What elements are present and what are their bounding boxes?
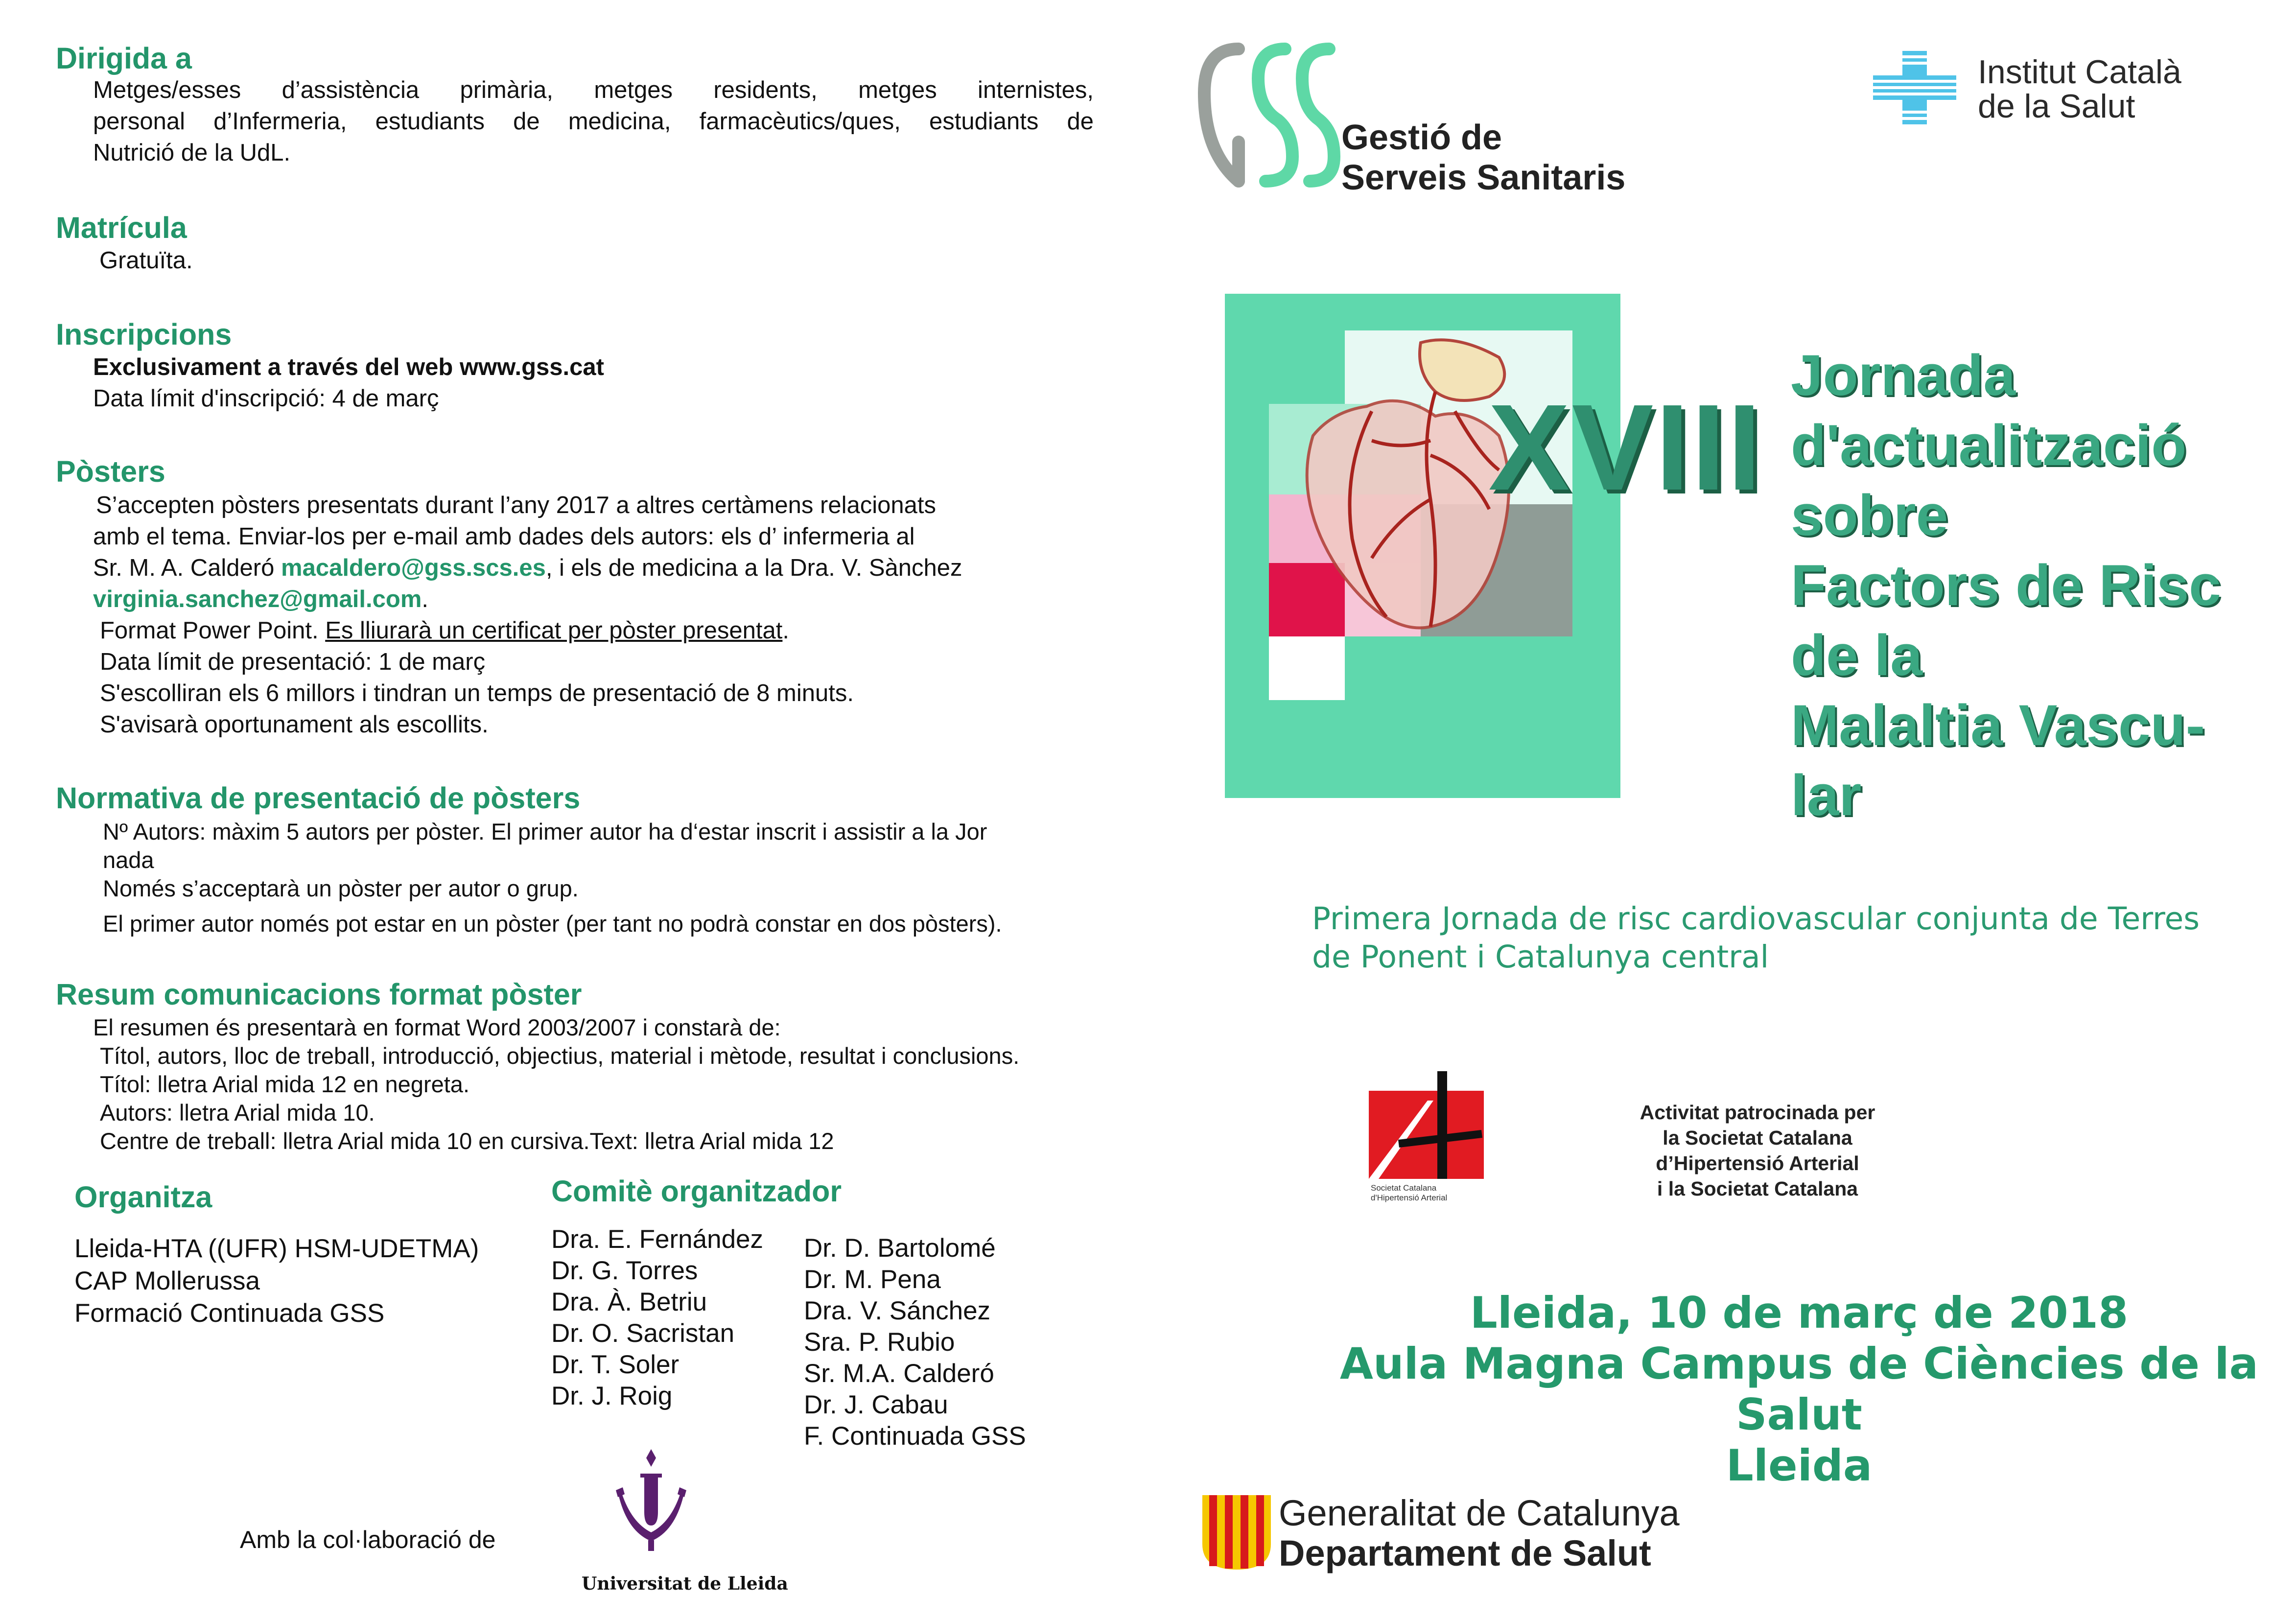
organitza-heading: Organitza <box>74 1180 212 1214</box>
posters-line-4: virginia.sanchez@gmail.com. <box>93 586 429 612</box>
societat-logo-icon <box>1369 1071 1486 1203</box>
posters-line-1: S’accepten pòsters presentats durant l’any 2017 a altres certàmens relacionats <box>96 492 936 518</box>
event-title-line: sobre <box>1791 483 1948 548</box>
matricula-heading: Matrícula <box>56 211 187 244</box>
comite-member: Dr. J. Roig <box>551 1382 673 1410</box>
gss-logo-icon <box>1195 39 1341 191</box>
heart-illustration <box>1225 294 1620 798</box>
email-medicina[interactable]: virginia.sanchez@gmail.com <box>93 586 422 612</box>
comite-member: Dr. G. Torres <box>551 1256 698 1285</box>
event-title-line: Factors de Risc <box>1791 553 2221 618</box>
posters-format: Format Power Point. Es lliurarà un certificat per pòster presentat. <box>100 617 790 644</box>
generalitat-logo <box>1202 1495 1271 1570</box>
resum-line-3: Títol: lletra Arial mida 12 en negreta. <box>100 1071 470 1097</box>
organitza-item: Formació Continuada GSS <box>74 1299 385 1328</box>
dirigida-line-2: personal d’Infermeria, estudiants de medicina, farmacèutics/ques, estudiants de <box>93 108 1094 135</box>
event-title <box>1791 341 2221 831</box>
normativa-line-4: El primer autor només pot estar en un pòster (per tant no podrà constar en dos pòsters). <box>103 911 1002 937</box>
event-date: Lleida, 10 de març de 2018 <box>1470 1288 2129 1338</box>
comite-member: Dra. V. Sánchez <box>804 1296 991 1325</box>
comite-member: F. Continuada GSS <box>804 1422 1026 1451</box>
event-title-line: Malaltia Vascu- <box>1791 693 2205 758</box>
posters-line-3: Sr. M. A. Calderó macaldero@gss.scs.es, i els de medicina a la Dra. V. Sànchez <box>93 555 962 581</box>
event-place <box>1322 1288 2276 1491</box>
posters-deadline: Data límit de presentació: 1 de març <box>100 649 486 675</box>
posters-line-2: amb el tema. Enviar-los per e-mail amb dades dels autors: els d’ infermeria al <box>93 523 915 550</box>
comite-member: Dr. O. Sacristan <box>551 1319 735 1348</box>
inscripcions-heading: Inscripcions <box>56 318 232 351</box>
resum-line-1: El resumen és presentarà en format Word 2003/2007 i constarà de: <box>93 1014 781 1040</box>
resum-line-2: Títol, autors, lloc de treball, introducció, objectius, material i mètode, resultat i conclusions. <box>100 1043 1020 1069</box>
normativa-line-3: Només s’acceptarà un pòster per autor o grup. <box>103 875 579 901</box>
event-subtitle: Primera Jornada de risc cardiovascular conjunta de Terres de Ponent i Catalunya central <box>1312 901 2200 975</box>
matricula-text: Gratuïta. <box>99 247 193 274</box>
udl-emblem-icon <box>607 1449 695 1572</box>
societat-hipertensio-logo <box>1369 1071 1486 1203</box>
event-number: XVIII <box>1488 379 1763 516</box>
generalitat-shield-icon <box>1202 1495 1271 1570</box>
dirigida-heading: Dirigida a <box>56 42 192 75</box>
inscripcions-web: Exclusivament a través del web www.gss.cat <box>93 354 604 380</box>
event-title-line: de la <box>1791 623 1922 688</box>
ics-cross-icon <box>1873 51 1956 124</box>
comite-member: Dr. D. Bartolomé <box>804 1234 996 1263</box>
event-title-line: d'actualització <box>1791 413 2187 478</box>
comite-member: Sr. M.A. Calderó <box>804 1359 994 1388</box>
comite-column-1 <box>551 1224 763 1412</box>
resum-line-5: Centre de treball: lletra Arial mida 10 en cursiva.Text: lletra Arial mida 12 <box>100 1128 834 1154</box>
udl-name: Universitat de Lleida <box>582 1573 788 1594</box>
event-venue: Aula Magna Campus de Ciències de la Salut <box>1339 1338 2259 1440</box>
societat-logo-text: Societat Catalana <box>1371 1183 1437 1193</box>
comite-member: Dr. M. Pena <box>804 1265 941 1294</box>
organitza-list <box>74 1233 479 1330</box>
societat-logo-text: d'Hipertensió Arterial <box>1371 1193 1448 1202</box>
generalitat-name: Generalitat de Catalunya Departament de Salut <box>1279 1493 1680 1573</box>
comite-member: Dra. E. Fernández <box>551 1225 764 1254</box>
posters-notice: S'avisarà oportunament als escollits. <box>100 711 489 738</box>
comite-member: Sra. P. Rubio <box>804 1328 955 1357</box>
event-title-line: lar <box>1791 763 1862 828</box>
comite-heading: Comitè organitzador <box>551 1174 842 1208</box>
resum-line-4: Autors: lletra Arial mida 10. <box>100 1100 375 1126</box>
ics-logo <box>1873 51 1956 124</box>
organitza-item: CAP Mollerussa <box>74 1267 260 1295</box>
comite-member: Dr. T. Soler <box>551 1350 679 1379</box>
normativa-heading: Normativa de presentació de pòsters <box>56 781 581 815</box>
dirigida-line-1: Metges/esses d’assistència primària, metges residents, metges internistes, <box>93 77 1094 103</box>
udl-logo <box>607 1449 695 1572</box>
ics-name: Institut Català de la Salut <box>1978 53 2181 125</box>
inscripcions-deadline: Data límit d'inscripció: 4 de març <box>93 385 439 412</box>
resum-heading: Resum comunicacions format pòster <box>56 978 582 1011</box>
event-city: Lleida <box>1726 1440 1873 1491</box>
email-infermeria[interactable]: macaldero@gss.scs.es <box>281 555 546 581</box>
posters-best: S'escolliran els 6 millors i tindran un temps de presentació de 8 minuts. <box>100 680 854 706</box>
comite-member: Dra. À. Betriu <box>551 1288 707 1316</box>
comite-column-2 <box>804 1233 1026 1452</box>
normativa-line-1: Nº Autors: màxim 5 autors per pòster. El primer autor ha d‘estar inscrit i assistir a la Jor <box>103 819 987 845</box>
sponsor-text: Activitat patrocinada per la Societat Catalana d’Hipertensió Arterial i la Societat Catalana <box>1640 1101 1875 1200</box>
gss-logo <box>1195 39 1341 191</box>
heart-icon <box>1225 294 1620 798</box>
event-title-line: Jornada <box>1791 343 2016 408</box>
posters-heading: Pòsters <box>56 455 165 488</box>
dirigida-line-3: Nutrició de la UdL. <box>93 140 291 166</box>
gss-name: Gestió de Serveis Sanitaris <box>1341 118 1626 197</box>
organitza-item: Lleida-HTA ((UFR) HSM-UDETMA) <box>74 1234 479 1263</box>
normativa-line-2: nada <box>103 847 154 873</box>
collaboration-text: Amb la col·laboració de <box>240 1526 496 1553</box>
comite-member: Dr. J. Cabau <box>804 1390 948 1419</box>
